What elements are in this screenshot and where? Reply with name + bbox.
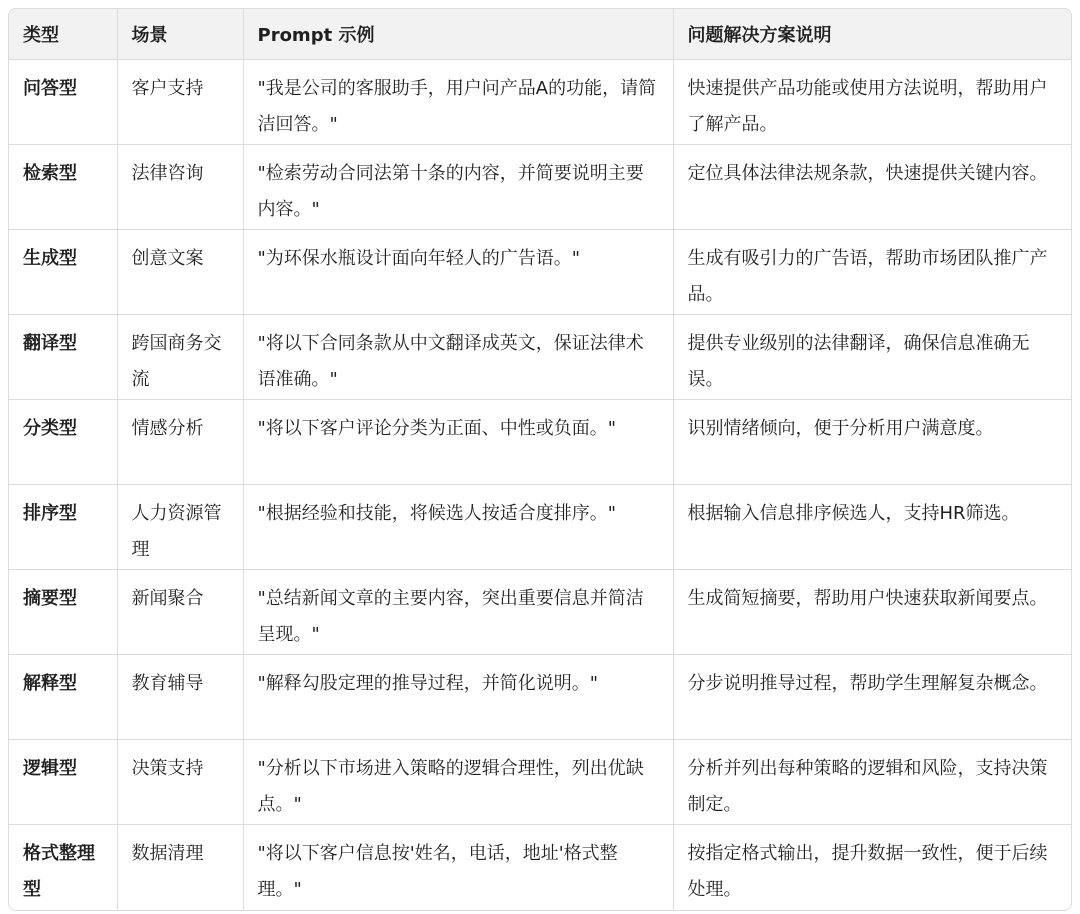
prompt-cell: "分析以下市场进入策略的逻辑合理性，列出优缺点。" xyxy=(243,740,673,825)
table-row xyxy=(9,145,1071,230)
header-scene: 场景 xyxy=(117,9,243,60)
type-cell: 检索型 xyxy=(9,145,117,230)
scene-cell: 人力资源管理 xyxy=(117,485,243,570)
solution-cell: 定位具体法律法规条款，快速提供关键内容。 xyxy=(673,145,1071,230)
prompt-types-table-container xyxy=(8,8,1072,911)
table-row xyxy=(9,400,1071,485)
table-row xyxy=(9,825,1071,910)
type-cell: 逻辑型 xyxy=(9,740,117,825)
scene-cell: 法律咨询 xyxy=(117,145,243,230)
scene-cell: 新闻聚合 xyxy=(117,570,243,655)
prompt-cell: "将以下客户评论分类为正面、中性或负面。" xyxy=(243,400,673,485)
prompt-cell: "检索劳动合同法第十条的内容，并简要说明主要内容。" xyxy=(243,145,673,230)
prompt-types-table xyxy=(9,9,1071,910)
solution-cell: 提供专业级别的法律翻译，确保信息准确无误。 xyxy=(673,315,1071,400)
type-cell: 问答型 xyxy=(9,60,117,145)
solution-cell: 生成简短摘要，帮助用户快速获取新闻要点。 xyxy=(673,570,1071,655)
prompt-cell: "为环保水瓶设计面向年轻人的广告语。" xyxy=(243,230,673,315)
table-header-row xyxy=(9,9,1071,60)
type-cell: 解释型 xyxy=(9,655,117,740)
table-row xyxy=(9,60,1071,145)
scene-cell: 情感分析 xyxy=(117,400,243,485)
scene-cell: 创意文案 xyxy=(117,230,243,315)
table-row xyxy=(9,570,1071,655)
prompt-cell: "总结新闻文章的主要内容，突出重要信息并简洁呈现。" xyxy=(243,570,673,655)
type-cell: 格式整理型 xyxy=(9,825,117,910)
scene-cell: 决策支持 xyxy=(117,740,243,825)
table-row xyxy=(9,315,1071,400)
table-row xyxy=(9,230,1071,315)
scene-cell: 教育辅导 xyxy=(117,655,243,740)
header-solution: 问题解决方案说明 xyxy=(673,9,1071,60)
type-cell: 分类型 xyxy=(9,400,117,485)
solution-cell: 分步说明推导过程，帮助学生理解复杂概念。 xyxy=(673,655,1071,740)
table-row xyxy=(9,655,1071,740)
solution-cell: 生成有吸引力的广告语，帮助市场团队推广产品。 xyxy=(673,230,1071,315)
prompt-cell: "将以下合同条款从中文翻译成英文，保证法律术语准确。" xyxy=(243,315,673,400)
header-type: 类型 xyxy=(9,9,117,60)
solution-cell: 按指定格式输出，提升数据一致性，便于后续处理。 xyxy=(687,843,1048,900)
solution-cell: 根据输入信息排序候选人，支持HR筛选。 xyxy=(673,485,1071,570)
prompt-cell: "将以下客户信息按'姓名，电话，地址'格式整理。" xyxy=(243,825,673,910)
type-cell: 生成型 xyxy=(9,230,117,315)
scene-cell: 数据清理 xyxy=(117,825,243,910)
solution-cell: 识别情绪倾向，便于分析用户满意度。 xyxy=(673,400,1071,485)
scene-cell: 客户支持 xyxy=(117,60,243,145)
table-row xyxy=(9,485,1071,570)
type-cell: 排序型 xyxy=(9,485,117,570)
prompt-cell: "根据经验和技能，将候选人按适合度排序。" xyxy=(243,485,673,570)
type-cell: 摘要型 xyxy=(9,570,117,655)
scene-cell: 跨国商务交流 xyxy=(117,315,243,400)
type-cell: 翻译型 xyxy=(9,315,117,400)
prompt-cell: "我是公司的客服助手，用户问产品A的功能，请简洁回答。" xyxy=(243,60,673,145)
solution-cell: 快速提供产品功能或使用方法说明，帮助用户了解产品。 xyxy=(673,60,1071,145)
header-prompt-example: Prompt 示例 xyxy=(243,9,673,60)
prompt-cell: "解释勾股定理的推导过程，并简化说明。" xyxy=(243,655,673,740)
solution-cell: 分析并列出每种策略的逻辑和风险，支持决策制定。 xyxy=(673,740,1071,825)
table-row xyxy=(9,740,1071,825)
